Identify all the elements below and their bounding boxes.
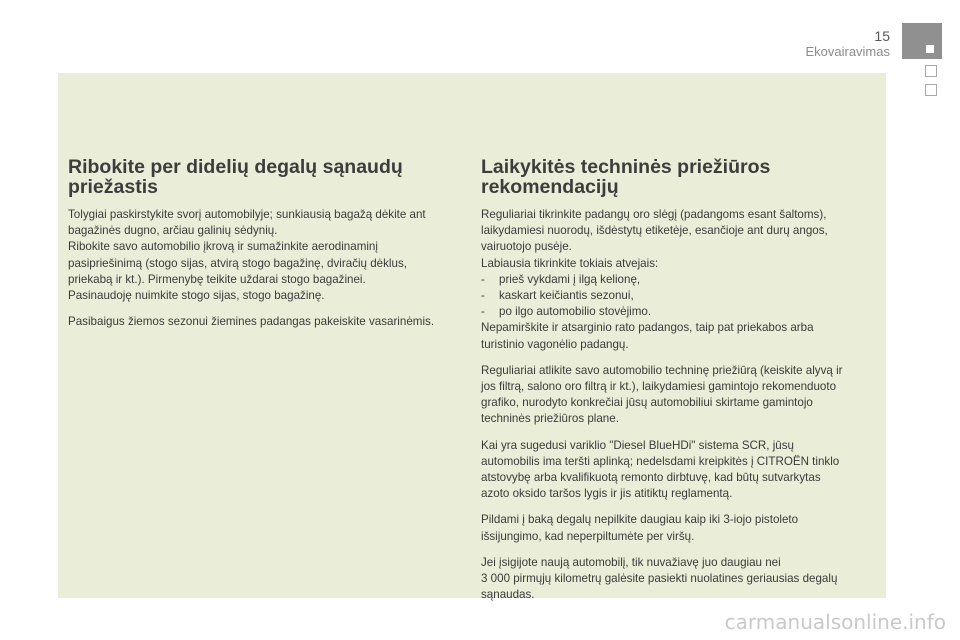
right-column bbox=[481, 157, 873, 613]
content-panel bbox=[58, 73, 886, 602]
list-dash: - bbox=[481, 289, 485, 303]
section-title: Ekovairavimas bbox=[805, 44, 890, 59]
new-car-paragraph: Jei įsigijote naują automobilį, tik nuvažiavę juo daugiau nei 3 000 pirmųjų kilometrų galėsite pasiekti nuolatines geriausias degalų sąnaudas. bbox=[481, 555, 838, 602]
list-item-text: po ilgo automobilio stovėjimo. bbox=[499, 305, 652, 319]
service-paragraph: Reguliariai atlikite savo automobilio techninę priežiūrą (keiskite alyvą ir jos filtrą, salono oro filtrą ir kt.), laikydamiesi gamintojo rekomenduoto grafiko, nurodyto konkrečiai jūsų automobiliui skirtame gamintojo techninės priežiūros plane. bbox=[481, 363, 843, 426]
check-occasions-list bbox=[481, 272, 873, 321]
left-heading: Ribokite per didelių degalų sąnaudų priežastis bbox=[68, 156, 403, 198]
list-dash: - bbox=[481, 305, 485, 319]
watermark: carmanualsonline.info bbox=[724, 610, 946, 634]
list-item bbox=[481, 272, 873, 288]
left-column bbox=[68, 157, 460, 340]
tab-marker-icon bbox=[926, 45, 934, 53]
page-number: 15 bbox=[874, 28, 890, 44]
chapter-tab-3[interactable] bbox=[925, 84, 937, 96]
scr-system-paragraph: Kai yra sugedusi variklio "Diesel BlueHDi" sistema SCR, jūsų automobilis ima teršti aplinką; nedelsdami kreipkitės į CITROËN tinklo atstovybę arba kvalifikuotą remonto dirbtuvę, kad būtų sutvarkytas azoto oksido taršos lygis ir jis atitiktų reglamentą. bbox=[481, 438, 840, 501]
list-item-text: kaskart keičiantis sezonui, bbox=[499, 289, 634, 303]
list-item bbox=[481, 288, 873, 304]
list-item bbox=[481, 304, 873, 320]
tyre-pressure-paragraph: Reguliariai tikrinkite padangų oro slėgį (padangoms esant šaltoms), laikydamiesi nuorodų, išdėstytų etiketėje, esančioje ant durų angos, vairuotojo pusėje. Labiausia tikrinkite tokiais atvejais: bbox=[481, 208, 828, 270]
spare-tyre-paragraph: Nepamirškite ir atsarginio rato padangos, taip pat priekabos arba turistinio vagonėlio padangų. bbox=[481, 321, 814, 351]
fuel-filling-paragraph: Pildami į baką degalų nepilkite daugiau kaip iki 3-iojo pistoleto išsijungimo, kad neperpiltumėte per viršų. bbox=[481, 513, 799, 543]
list-item-text: prieš vykdami į ilgą kelionę, bbox=[499, 272, 641, 286]
chapter-tab-2[interactable] bbox=[925, 65, 937, 77]
winter-tyres-paragraph: Pasibaigus žiemos sezonui žiemines padangas pakeiskite vasarinėmis. bbox=[68, 315, 435, 329]
weight-load-paragraph: Tolygiai paskirstykite svorį automobilyje; sunkiausią bagažą dėkite ant bagažinės dugno, arčiau galinių sėdynių. Ribokite savo automobilio įkrovą ir sumažinkite aerodinaminį pasipriešinimą (stogo sijas, atvirą stogo bagažinę, dviračių dėklus, priekabą ir kt.). Pirmenybę teikite uždarai stogo bagažinei. Pasinaudoję nuimkite stogo sijas, stogo bagažinę. bbox=[68, 208, 426, 303]
list-dash: - bbox=[481, 272, 485, 286]
right-heading: Laikykitės techninės priežiūros rekomendacijų bbox=[481, 156, 771, 198]
active-chapter-tab[interactable] bbox=[902, 23, 942, 59]
